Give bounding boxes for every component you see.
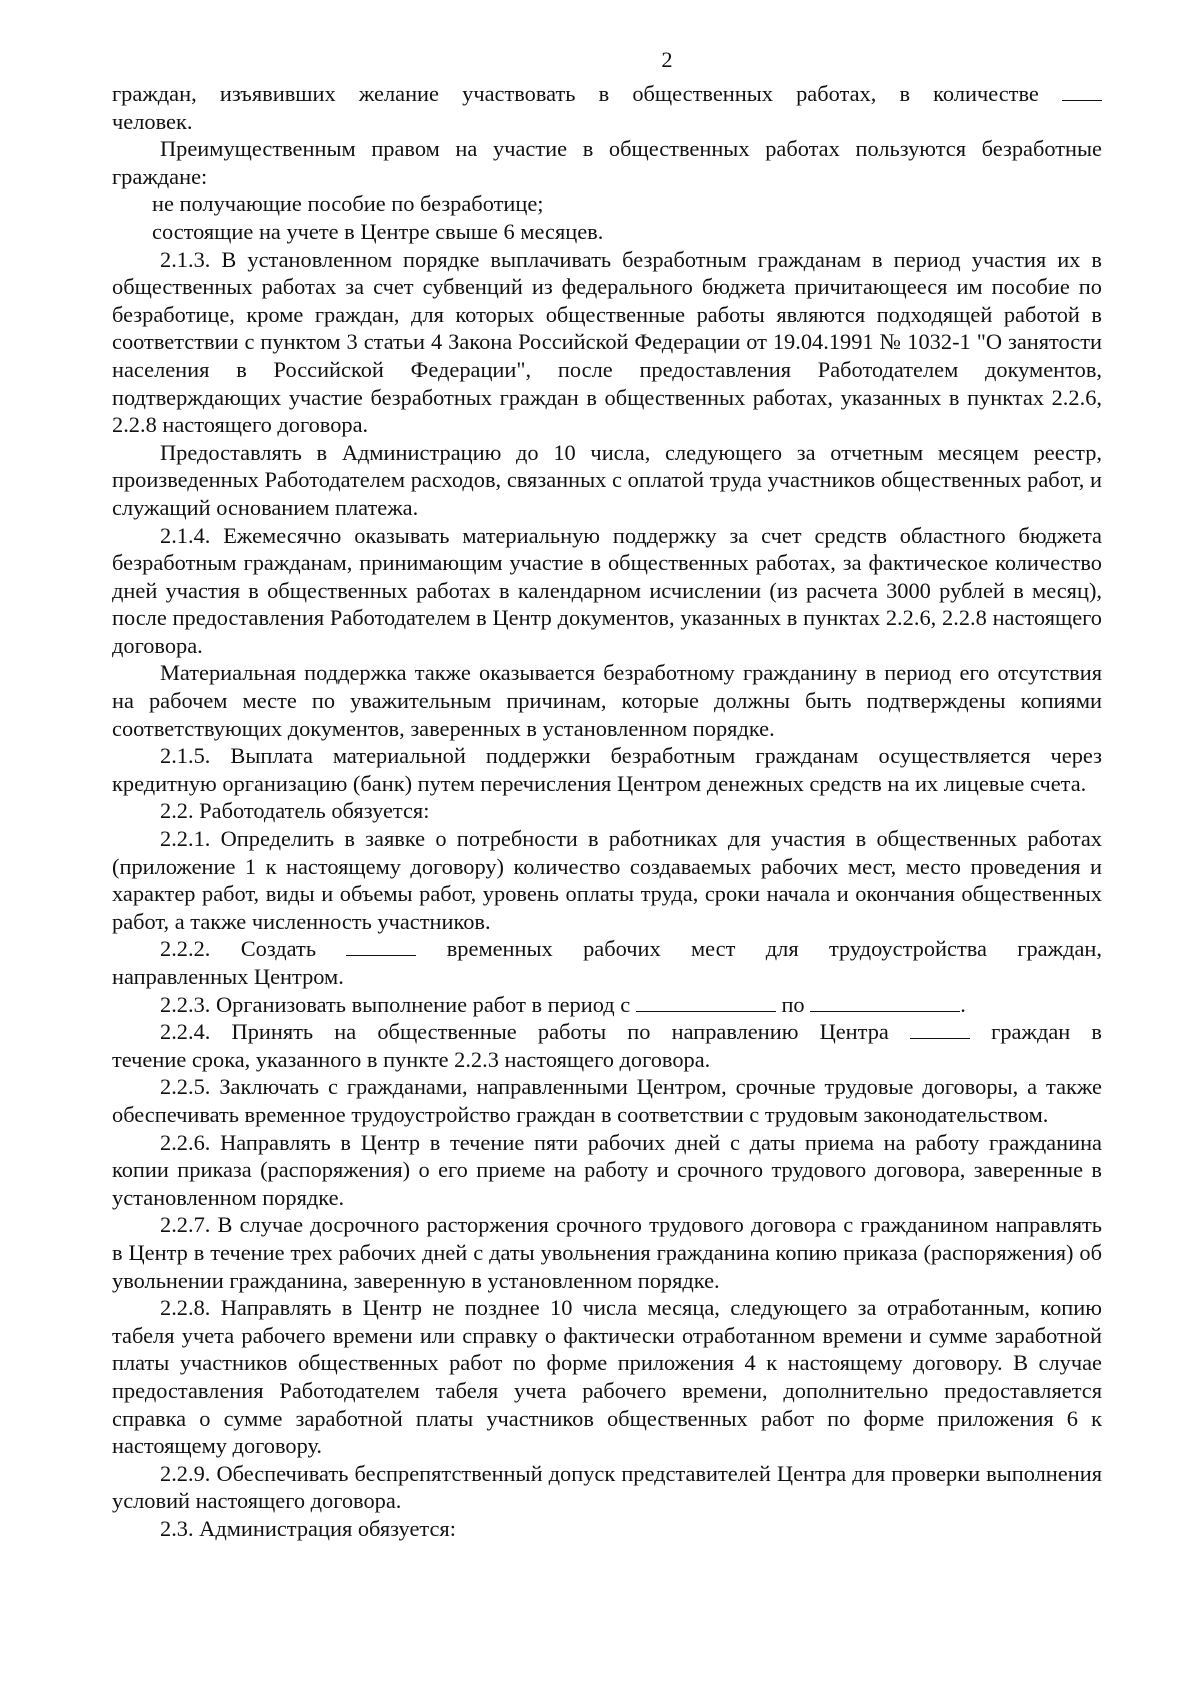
- clause-2-2-7: 2.2.7. В случае досрочного расторжения срочного трудового договора с гражданином направлять в Центр в течение трех рабочих дней с даты увольнения гражданина копию приказа (распоряжения) об увольнении гражданина, заверенную в установленном порядке.: [112, 1212, 1102, 1293]
- section-2-2-heading: 2.2. Работодатель обязуется:: [160, 798, 430, 824]
- list-item-no-benefit: не получающие пособие по безработице;: [152, 191, 544, 217]
- clause-2-2-5: 2.2.5. Заключать с гражданами, направленными Центром, срочные трудовые договоры, а также обеспечивать временное трудоустройство граждан в соответствии с трудовым законодательством.: [112, 1074, 1102, 1127]
- blank-line: [1062, 82, 1102, 101]
- clause-2-2-1: 2.2.1. Определить в заявке о потребности в работниках для участия в общественных работах (приложение 1 к настоящему договору) количество создаваемых рабочих мест, место проведения и характер работ, виды и объемы работ, уровень оплаты труда, сроки начала и окончания общественных работ, а также численность участников.: [112, 826, 1102, 934]
- blank-line: [910, 1020, 970, 1039]
- paragraph-participants-count: [112, 80, 1102, 108]
- section-2-3-heading: 2.3. Администрация обязуется:: [160, 1515, 456, 1541]
- page-number: 2: [661, 47, 673, 72]
- blank-line: [636, 993, 776, 1012]
- clause-2-1-4: 2.1.4. Ежемесячно оказывать материальную поддержку за счет средств областного бюджета безработным гражданам, принимающим участие в общественных работах, за фактическое количество дней участия в общественных работах в календарном исчислении (из расчета 3000 рублей в месяц), после предоставления Работодателем в Центр документов, указанных в пунктах 2.2.6, 2.2.8 настоящего договора.: [112, 522, 1102, 658]
- clause-text: по: [781, 991, 805, 1017]
- document-page: [112, 40, 1102, 1542]
- clause-text: течение срока, указанного в пункте 2.2.3 настоящего договора.: [112, 1046, 711, 1072]
- list-item-registered: состоящие на учете в Центре свыше 6 месяцев.: [152, 218, 604, 244]
- clause-2-2-3: [112, 991, 1102, 1019]
- clause-text: 2.2.4. Принять на общественные работы по направлению Центра: [160, 1019, 889, 1045]
- blank-line: [810, 993, 960, 1012]
- paragraph-material-support: Материальная поддержка также оказывается безработному гражданину в период его отсутствия на рабочем месте по уважительным причинам, которые должны быть подтверждены копиями соответствующих документов, заверенных в установленном порядке.: [112, 660, 1102, 741]
- clause-2-1-5: 2.1.5. Выплата материальной поддержки безработным гражданам осуществляется через кредитную организацию (банк) путем перечисления Центром денежных средств на их лицевые счета.: [112, 743, 1102, 796]
- clause-text: 2.2.2. Создать: [160, 936, 317, 962]
- clause-2-2-4: [112, 1018, 1102, 1046]
- paragraph-registry: Предоставлять в Администрацию до 10 числа, следующего за отчетным месяцем реестр, произведенных Работодателем расходов, связанных с оплатой труда участников общественных работ, и служащий основанием платежа.: [112, 439, 1102, 520]
- blank-line: [346, 937, 416, 956]
- clause-2-1-3: 2.1.3. В установленном порядке выплачивать безработным гражданам в период участия их в общественных работах за счет субвенций из федерального бюджета причитающееся им пособие по безработице, кроме граждан, для которых общественные работы являются подходящей работой в соответствии с пунктом 3 статьи 4 Закона Российской Федерации от 19.04.1991 № 1032-1 "О занятости населения в Российской Федерации", после предоставления Работодателем документов, подтверждающих участие безработных граждан в общественных работах, указанных в пунктах 2.2.6, 2.2.8 настоящего договора.: [112, 246, 1102, 438]
- paragraph-text: граждан, изъявивших желание участвовать в общественных работах, в количестве: [112, 81, 1039, 106]
- paragraph-priority-right: Преимущественным правом на участие в общественных работах пользуются безработные граждане:: [112, 136, 1102, 189]
- clause-text: 2.2.3. Организовать выполнение работ в период с: [160, 991, 631, 1017]
- clause-2-2-8: 2.2.8. Направлять в Центр не позднее 10 числа месяца, следующего за отработанным, копию табеля учета рабочего времени или справку о фактически отработанном времени и сумме заработной платы участников общественных работ по форме приложения 4 к настоящему договору. В случае предоставления Работодателем табеля учета рабочего времени, дополнительно предоставляется справка о сумме заработной платы участников общественных работ по форме приложения 6 к настоящему договору.: [112, 1295, 1102, 1459]
- clause-text: направленных Центром.: [112, 964, 344, 989]
- clause-text: временных рабочих мест для трудоустройства граждан,: [446, 936, 1102, 962]
- clause-2-2-2: [112, 935, 1102, 963]
- clause-2-2-9: 2.2.9. Обеспечивать беспрепятственный допуск представителей Центра для проверки выполнения условий настоящего договора.: [112, 1460, 1102, 1514]
- clause-text: граждан в: [991, 1019, 1102, 1045]
- clause-text: .: [960, 991, 966, 1017]
- clause-2-2-6: 2.2.6. Направлять в Центр в течение пяти рабочих дней с даты приема на работу гражданина копии приказа (распоряжения) о его приеме на работу и срочного трудового договора, заверенные в установленном порядке.: [112, 1129, 1102, 1210]
- paragraph-text: человек.: [112, 108, 193, 134]
